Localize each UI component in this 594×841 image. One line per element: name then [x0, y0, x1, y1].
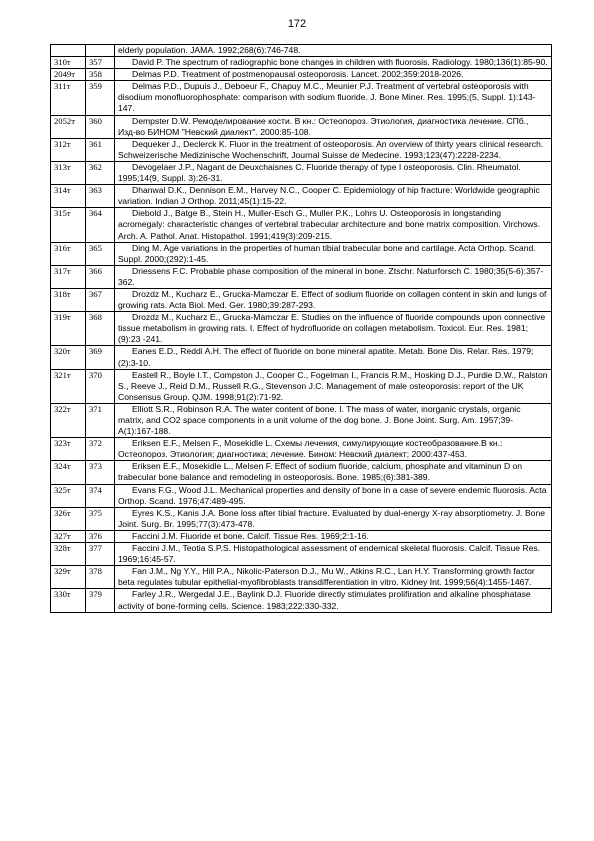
reference-citation [115, 312, 552, 346]
reference-number: 379 [86, 589, 115, 612]
reference-code [51, 45, 86, 57]
reference-number: 369 [86, 346, 115, 369]
reference-row [51, 115, 552, 138]
reference-table [50, 44, 552, 613]
reference-row [51, 507, 552, 530]
reference-number: 377 [86, 543, 115, 566]
reference-row [51, 265, 552, 288]
reference-row [51, 530, 552, 542]
citation-text: Driessens F.C. Probable phase composition of the mineral in bone. Ztschr. Naturforsch C. 1980;35(5-6):357-362. [118, 265, 544, 287]
reference-number: 359 [86, 81, 115, 115]
reference-code: 2049т [51, 69, 86, 81]
citation-text: Elliott S.R., Robinson R.A. The water content of bone. I. The mass of water, inorganic crystals, organic matrix, and CO2 space components in a unit volume of the dog bone. J. Bone Joint. Surg. Am. 1957;39-A(1):167-188. [118, 403, 521, 437]
reference-row [51, 57, 552, 69]
reference-row [51, 45, 552, 57]
reference-number: 362 [86, 161, 115, 184]
reference-code: 321т [51, 369, 86, 403]
citation-text: Faccini J.M., Teotia S.P.S. Histopathological assessment of endemical skeletal fluorosis. Calcif. Tissue Res. 1969;16:45-57. [118, 543, 541, 565]
reference-code: 310т [51, 57, 86, 69]
citation-text: Fan J.M., Ng Y.Y., Hill P.A., Nikolic-Paterson D.J., Mu W., Atkins R.C., Lan H.Y. Transforming growth factor beta regulates tubular epithelial-myofibroblasts transdifferentiation in vitro. Kidney Int. 1999;56(4):1455-1467. [118, 566, 535, 588]
reference-code: 316т [51, 242, 86, 265]
reference-number: 364 [86, 208, 115, 242]
reference-code: 312т [51, 138, 86, 161]
reference-code: 2052т [51, 115, 86, 138]
reference-citation [115, 185, 552, 208]
reference-code: 314т [51, 185, 86, 208]
citation-text: elderly population. JAMA. 1992;268(6):746-748. [118, 45, 301, 55]
reference-citation [115, 242, 552, 265]
reference-row [51, 438, 552, 461]
reference-row [51, 566, 552, 589]
reference-row [51, 138, 552, 161]
reference-row [51, 369, 552, 403]
reference-number: 367 [86, 288, 115, 311]
reference-number: 365 [86, 242, 115, 265]
page-number: 172 [287, 18, 307, 30]
reference-number: 378 [86, 566, 115, 589]
reference-number: 360 [86, 115, 115, 138]
reference-code: 329т [51, 566, 86, 589]
reference-code: 325т [51, 484, 86, 507]
reference-citation [115, 45, 552, 57]
reference-row [51, 185, 552, 208]
reference-code: 317т [51, 265, 86, 288]
citation-text: Diebold J., Batge B., Stein H., Muller-Esch G., Muller P.K., Lohrs U. Osteoporosis in longstanding acromegaly: characteristic changes of vertebral trabecular architecture and bone matrix composition. Virchows. Arch. A. Pathol. Anat. Histopathol. 1991;419(3):209-215. [118, 208, 541, 241]
citation-text: Delmas P.D., Dupuis J., Deboeur F., Chapuy M.C., Meunier P.J. Treatment of vertebral osteoporosis with disodium monofluorophosphate: comparison with sodium fluoride. J. Bone Miner. Res. 1995;(5, Suppl. 1):143-147. [118, 81, 536, 114]
reference-code: 318т [51, 288, 86, 311]
reference-row [51, 346, 552, 369]
reference-number: 372 [86, 438, 115, 461]
citation-text: Eriksen E.F., Melsen F., Mosekidle L. Схемы лечения, симулирующие костеобразование.В кн.: Остеопороз. Этиология; диагностика; лечение. Бином: Невский диалект; 2000:437-453. [118, 438, 503, 460]
reference-code: 313т [51, 161, 86, 184]
reference-citation [115, 589, 552, 612]
reference-row [51, 484, 552, 507]
citation-text: Dempster D.W. Ремоделирование кости. В кн.: Остеопороз. Этиология, диагностика лечение. СПб., Изд-во БИНОМ "Невский диалект". 2000:85-108. [118, 115, 529, 137]
citation-text: Farley J.R., Wergedal J.E., Baylink D.J. Fluoride directly stimulates prolifiration and alkaline phosphatase activity of bone-forming cells. Science. 1983;222:330-332. [118, 589, 531, 611]
reference-citation [115, 115, 552, 138]
reference-number: 363 [86, 185, 115, 208]
reference-code: 323т [51, 438, 86, 461]
reference-citation [115, 543, 552, 566]
reference-number: 368 [86, 312, 115, 346]
reference-code: 320т [51, 346, 86, 369]
citation-text: Eyres K.S., Kanis J.A. Bone loss after tibial fracture. Evaluated by dual-energy X-ray absorptiometry. J. Bone Joint. Surg. Br. 1995;77(3):473-478. [118, 507, 546, 529]
reference-citation [115, 161, 552, 184]
reference-code: 315т [51, 208, 86, 242]
reference-row [51, 208, 552, 242]
citation-text: Devogelaer J.P., Nagant de Deuxchaisnes C. Fluoride therapy of type I osteoporosis. Clin. Rheumatol. 1995;14(9, Suppl. 3):26-31. [118, 161, 521, 184]
reference-number: 357 [86, 57, 115, 69]
reference-citation [115, 530, 552, 542]
reference-row [51, 69, 552, 81]
reference-row [51, 312, 552, 346]
reference-code: 330т [51, 589, 86, 612]
reference-row [51, 161, 552, 184]
reference-row [51, 242, 552, 265]
reference-citation [115, 403, 552, 437]
reference-number: 366 [86, 265, 115, 288]
reference-number: 371 [86, 403, 115, 437]
reference-number [86, 45, 115, 57]
reference-code: 311т [51, 81, 86, 115]
reference-citation [115, 346, 552, 369]
citation-text: Drozdz M., Kucharz E., Grucka-Mamczar E. Studies on the influence of fluoride compounds upon connective tissue metabolism in growing rats. I. Effect of hydrofluoride on collagen metabolism. Toxicol. Eur. Res. 1981;(9):23 -241. [118, 312, 546, 345]
reference-row [51, 81, 552, 115]
reference-row [51, 403, 552, 437]
reference-number: 370 [86, 369, 115, 403]
citation-text: Drozdz M., Kucharz E., Grucka-Mamczar E. Effect of sodium fluoride on collagen content in skin and lungs of growing rats. Acta Biol. Med. Ger. 1980;39:287-293. [118, 288, 547, 311]
reference-row [51, 288, 552, 311]
reference-code: 319т [51, 312, 86, 346]
reference-citation [115, 57, 552, 69]
reference-code: 327т [51, 530, 86, 542]
reference-code: 326т [51, 507, 86, 530]
reference-citation [115, 265, 552, 288]
reference-number: 361 [86, 138, 115, 161]
citation-text: Eriksen E.F., Mosekidle L., Melsen F. Effect of sodium fluoride, calcium, phosphate and vitaminun D on trabecular bone balance and remodeling in osteoporosis. Bone. 1985;(6):381-389. [118, 461, 523, 483]
citation-text: Ding M. Age variations in the properties of human tibial trabecular bone and cartilage. Acta Orthop. Scand. Suppl. 2000;(292):1-45. [118, 242, 536, 264]
reference-citation [115, 369, 552, 403]
reference-citation [115, 208, 552, 242]
reference-citation [115, 461, 552, 484]
reference-code: 322т [51, 403, 86, 437]
reference-citation [115, 566, 552, 589]
reference-code: 324т [51, 461, 86, 484]
citation-text: Delmas P.D. Treatment of postmenopausal osteoporosis. Lancet. 2002;359:2018-2026. [132, 69, 464, 80]
citation-text: Evans F.G., Wood J.L. Mechanical properties and density of bone in a case of severe endemic fluorosis. Acta Orthop. Scand. 1976;47:489-495. [118, 484, 547, 506]
citation-text: Dequeker J., Declerck K. Fluor in the treatment of osteoporosis. An overview of thirty years clinical research. Schweizerische Medizinische Wochenschrift, Journal Suisse de Medecine. 1993;123(47):2228-2234. [118, 138, 544, 160]
reference-citation [115, 138, 552, 161]
reference-citation [115, 484, 552, 507]
reference-number: 376 [86, 530, 115, 542]
reference-citation [115, 507, 552, 530]
reference-number: 373 [86, 461, 115, 484]
citation-text: Dhanwal D.K., Dennison E.M., Harvey N.C., Cooper C. Epidemiology of hip fracture: Worldwide geographic variation. Indian J Orthop. 2011;45(1):15-22. [118, 185, 540, 207]
citation-text: Faccini J.M. Fluoride et bone. Calcif. Tissue Res. 1969;2:1-16. [132, 530, 369, 541]
reference-citation [115, 69, 552, 81]
citation-text: David P. The spectrum of radiographic bone changes in children with fluorosis. Radiology. 1980;136(1):85-90. [132, 57, 548, 68]
reference-row [51, 461, 552, 484]
citation-text: Eanes E.D., Reddi A.H. The effect of fluoride on bone mineral apatite. Metab. Bone Dis. Relar. Res. 1979;(2):3-10. [118, 346, 534, 368]
reference-citation [115, 81, 552, 115]
reference-citation [115, 288, 552, 311]
reference-number: 374 [86, 484, 115, 507]
reference-citation [115, 438, 552, 461]
citation-text: Eastell R., Boyle I.T., Compston J., Cooper C., Fogelman I., Francis R.M., Hosking D.J., Purdie D.W., Ralston S., Reeve J., Reid D.M., Russell R.G., Stevenson J.C. Management of male osteoporosis: report of the UK Consensus Group. QJM. 1998;91(2):71-92. [118, 369, 548, 402]
reference-table-body [51, 45, 552, 613]
reference-number: 375 [86, 507, 115, 530]
reference-code: 328т [51, 543, 86, 566]
reference-row [51, 589, 552, 612]
reference-number: 358 [86, 69, 115, 81]
reference-row [51, 543, 552, 566]
